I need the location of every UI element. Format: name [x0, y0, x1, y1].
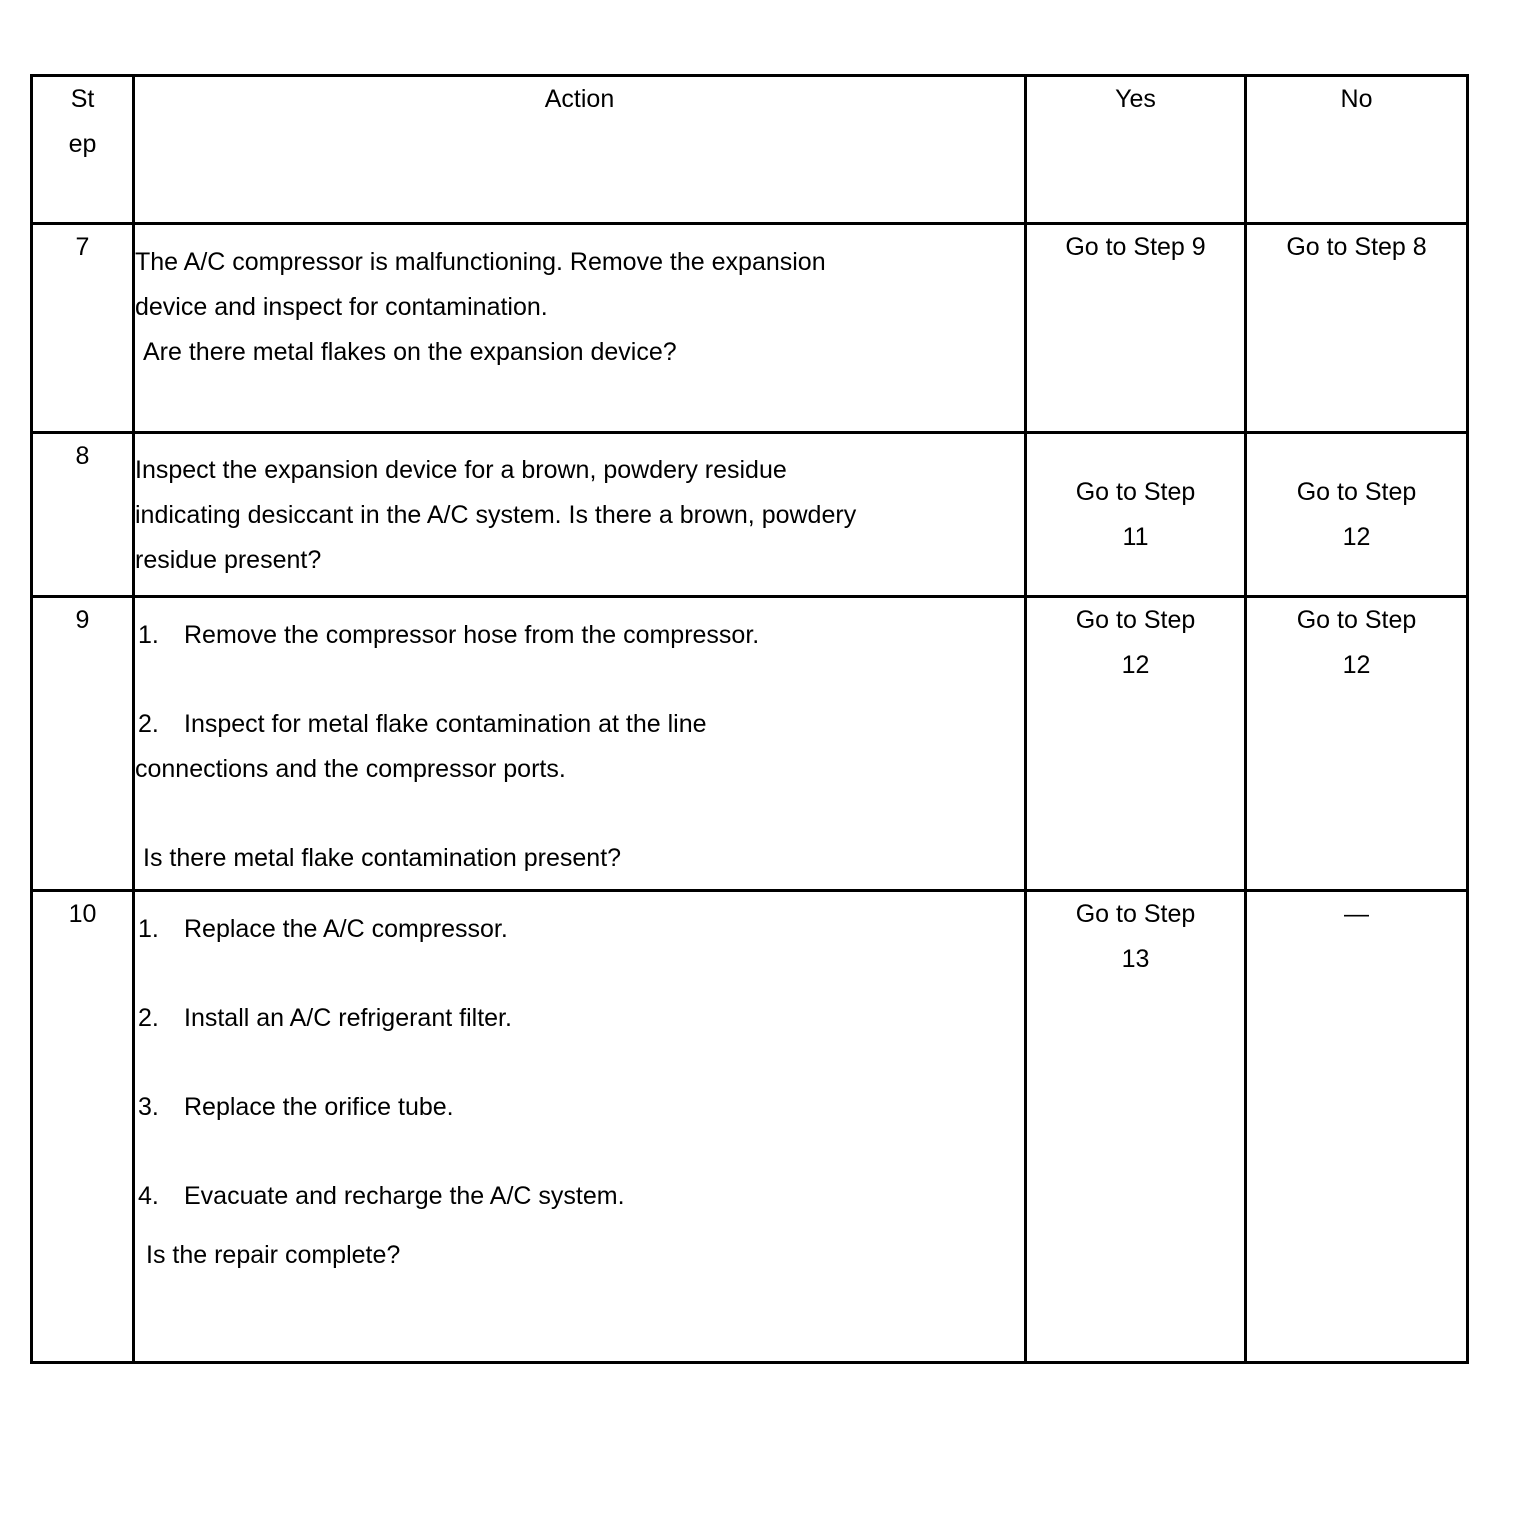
list-item: 3. Replace the orifice tube. — [138, 1093, 454, 1121]
yes-cell: Go to Step 12 — [1026, 597, 1246, 891]
table-row-step-8 — [32, 433, 1468, 597]
diagnostic-table — [30, 74, 1469, 1364]
list-item: 4. Evacuate and recharge the A/C system. — [138, 1182, 625, 1210]
question: Is the repair complete? — [146, 1241, 401, 1269]
yes-cell: Go to Step 13 — [1026, 891, 1246, 1363]
step-number: 7 — [32, 224, 134, 433]
step-number: 8 — [32, 433, 134, 597]
table-row-step-10 — [32, 891, 1468, 1363]
header-action: Action — [134, 76, 1026, 224]
dash-mark: — — [1344, 900, 1369, 928]
header-yes: Yes — [1026, 76, 1246, 224]
list-item: 2. Install an A/C refrigerant filter. — [138, 1004, 512, 1032]
action-cell: The A/C compressor is malfunctioning. Remove the expansion device and inspect for contamination. Are there metal flakes on the expansion device? — [134, 224, 1026, 433]
list-item: 1. Remove the compressor hose from the compressor. — [138, 621, 760, 649]
table-header-row — [32, 76, 1468, 224]
no-cell — [1246, 891, 1468, 1363]
table-row-step-7 — [32, 224, 1468, 433]
yes-cell: Go to Step 9 — [1026, 224, 1246, 433]
no-cell: Go to Step 8 — [1246, 224, 1468, 433]
question: Is there metal flake contamination present? — [143, 844, 622, 872]
no-cell: Go to Step 12 — [1246, 597, 1468, 891]
action-cell: 1. Remove the compressor hose from the compressor. 2. Inspect for metal flake contamination at the line connections and the compressor ports. Is there metal flake contamination present? — [134, 597, 1026, 891]
step-number: 10 — [32, 891, 134, 1363]
header-step: St ep — [32, 76, 134, 224]
action-cell: Inspect the expansion device for a brown, powdery residue indicating desiccant in the A/C system. Is there a brown, powdery residue present? — [134, 433, 1026, 597]
list-item: 1. Replace the A/C compressor. — [138, 915, 508, 943]
yes-cell: Go to Step 11 — [1026, 433, 1246, 597]
step-number: 9 — [32, 597, 134, 891]
header-no: No — [1246, 76, 1468, 224]
list-item: 2. Inspect for metal flake contamination at the line — [138, 710, 707, 738]
no-cell: Go to Step 12 — [1246, 433, 1468, 597]
table-row-step-9 — [32, 597, 1468, 891]
action-cell — [134, 891, 1026, 1363]
